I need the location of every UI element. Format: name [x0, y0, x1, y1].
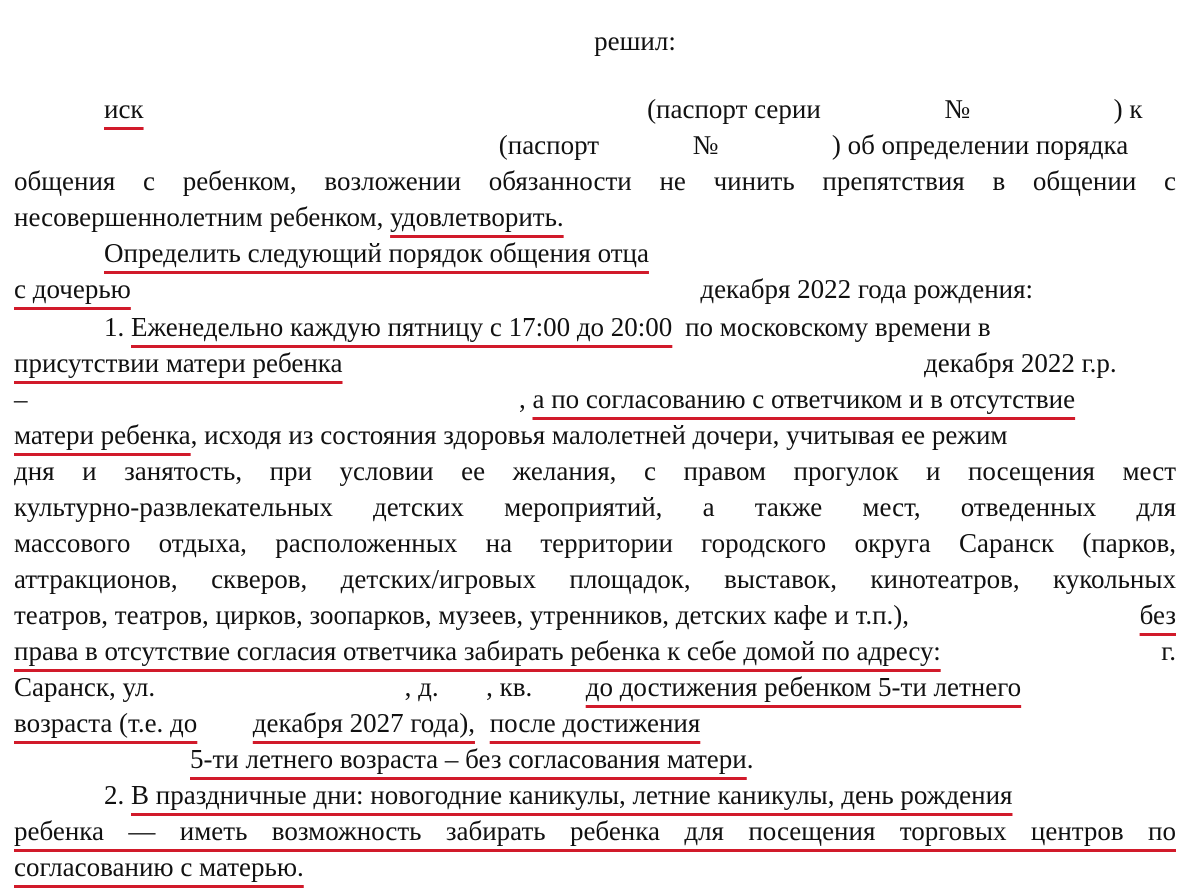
text-to: ) к — [1113, 94, 1143, 124]
doc-line — [14, 850, 1176, 884]
doc-line — [14, 634, 1176, 668]
item-number-2: 2. — [104, 780, 125, 810]
text-apartment: , кв. — [486, 672, 533, 702]
text-by-agreement: а по согласованию с ответчиком и в отсутствие — [532, 384, 1076, 414]
text-line: аттракционов, скверов, детских/игровых площадок, выставок, кинотеатров, кукольных — [14, 564, 1176, 594]
doc-line — [14, 562, 1176, 596]
heading-resolved — [14, 24, 1176, 58]
doc-line — [14, 814, 1176, 848]
text-line: общения с ребенком, возложении обязанности не чинить препятствия в общении с — [14, 166, 1176, 196]
text-dash: – — [14, 384, 28, 414]
text-passport: (паспорт — [498, 130, 600, 160]
doc-line — [14, 382, 1176, 416]
text-line: культурно-развлекательных детских мероприятий, а также мест, отведенных для — [14, 492, 1176, 522]
text-without: без — [1139, 600, 1176, 630]
text-number-sign: № — [692, 130, 719, 160]
text-house: , д. — [404, 672, 439, 702]
text-line: театров, театров, цирков, зоопарков, музеев, утренников, детских кафе и т.п.), — [14, 600, 910, 630]
doc-line — [14, 272, 1176, 306]
doc-line — [14, 778, 1176, 812]
heading-text: решил: — [594, 26, 676, 56]
text-with-daughter: с дочерью — [14, 274, 131, 304]
text-period: . — [746, 744, 754, 774]
text-take-to-shopping-centers: ребенка — иметь возможность забирать ребенка для посещения торговых центров по — [14, 816, 1176, 846]
text-satisfy: удовлетворить. — [390, 202, 564, 232]
text-line: массового отдыха, расположенных на территории городского округа Саранск (парков, — [14, 528, 1176, 558]
text-about-order: ) об определении порядка — [831, 130, 1129, 160]
text-agreement-with-mother: согласованию с матерью. — [14, 852, 304, 882]
doc-line — [14, 310, 1176, 344]
doc-line — [14, 346, 1176, 380]
doc-line — [14, 526, 1176, 560]
doc-line — [14, 598, 1176, 632]
doc-line — [14, 418, 1176, 452]
text-no-right-take-home: права в отсутствие согласия ответчика забирать ребенка к себе домой по адресу: — [14, 636, 941, 666]
item-number-1: 1. — [104, 312, 125, 342]
doc-line — [14, 490, 1176, 524]
text-mother-absent: матери ребенка — [14, 420, 191, 450]
text-after-reaching: после достижения — [489, 708, 701, 738]
text-line: , исходя из состояния здоровья малолетней дочери, учитывая ее режим — [190, 420, 1008, 450]
text-holidays: В праздничные дни: новогодние каникулы, летние каникулы, день рождения — [131, 780, 1013, 810]
text-birth-date: декабря 2022 года рождения: — [700, 274, 1034, 304]
text-age-until: возраста (т.е. до — [14, 708, 198, 738]
text-claim: иск — [104, 94, 144, 124]
text-comma: , — [519, 384, 526, 414]
text-determine-order: Определить следующий порядок общения отца — [104, 238, 649, 268]
doc-line — [14, 670, 1176, 704]
doc-line — [14, 200, 1176, 234]
text-december-2027: декабря 2027 года), — [252, 708, 475, 738]
text-line: дня и занятость, при условии ее желания, с правом прогулок и посещения мест — [14, 456, 1176, 486]
doc-line — [14, 128, 1176, 162]
doc-line — [14, 92, 1176, 126]
doc-line — [14, 706, 1176, 740]
text-birth-year: декабря 2022 г.р. — [924, 348, 1117, 378]
text-weekly-friday: Еженедельно каждую пятницу с 17:00 до 20:00 — [131, 312, 673, 342]
doc-line — [14, 742, 1176, 776]
doc-line — [14, 236, 1176, 270]
text-city-abbr: г. — [1161, 636, 1176, 666]
text-mother-present: присутствии матери ребенка — [14, 348, 343, 378]
text-passport-series: (паспорт серии — [647, 94, 821, 124]
text-number-sign: № — [944, 94, 971, 124]
text-moscow-time: по московскому времени в — [685, 312, 991, 342]
text-until-age-five: до достижения ребенком 5-ти летнего — [585, 672, 1022, 702]
text-line: несовершеннолетним ребенком, — [14, 202, 384, 232]
doc-line — [14, 454, 1176, 488]
text-without-mother-consent: 5-ти летнего возраста – без согласования матери — [190, 744, 747, 774]
doc-line — [14, 164, 1176, 198]
text-street: Саранск, ул. — [14, 672, 156, 702]
